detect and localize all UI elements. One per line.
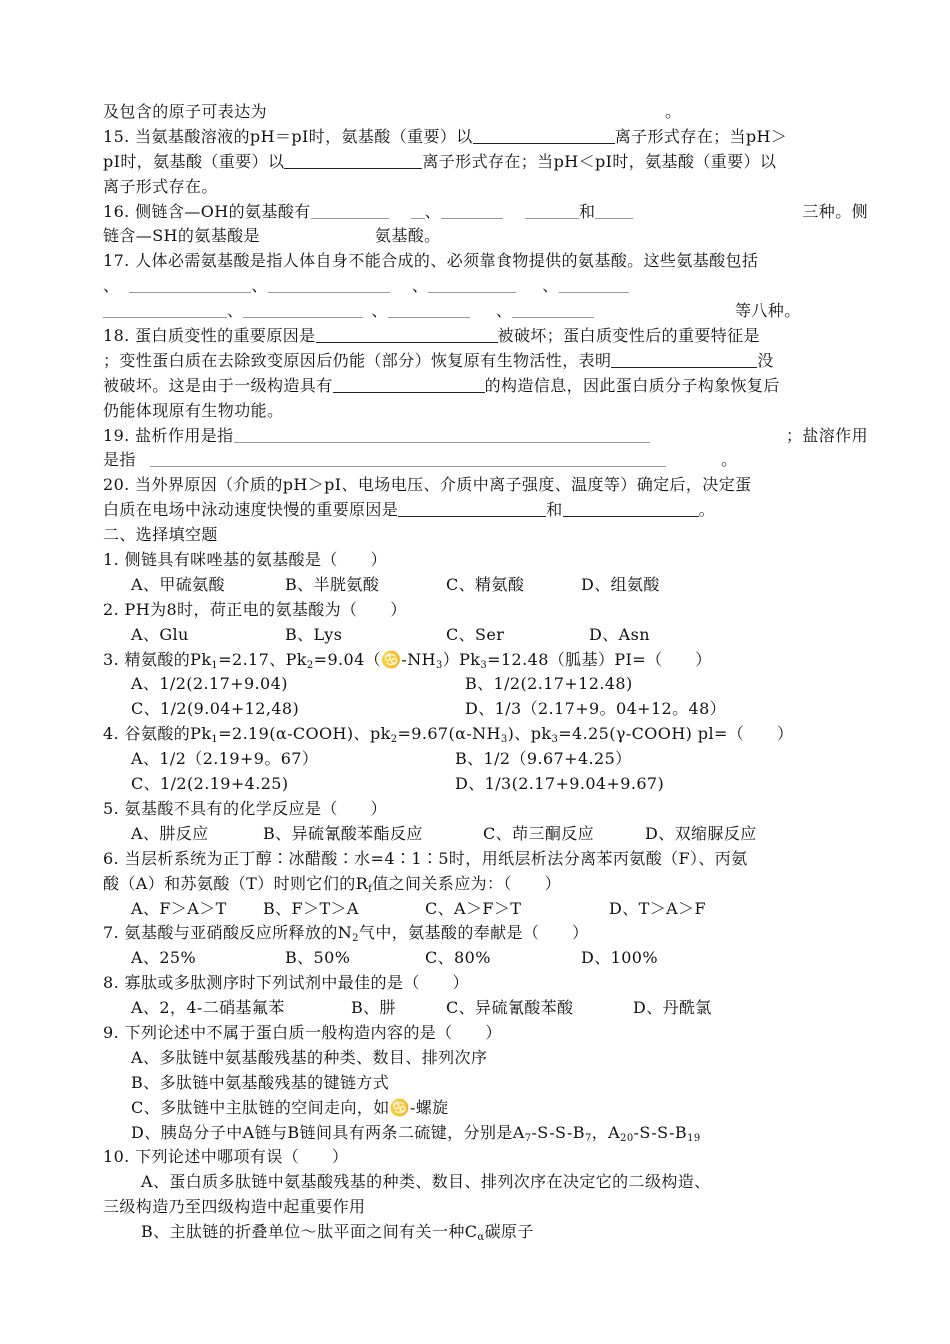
question-text: 离子形式存在；当pH＞ bbox=[614, 126, 788, 146]
option-c[interactable] bbox=[103, 1096, 868, 1121]
answer-blank[interactable] bbox=[563, 499, 699, 517]
separator: 和 bbox=[579, 201, 596, 221]
option-d[interactable]: D、1/3(2.17+9.04+9.67) bbox=[455, 774, 665, 794]
question-text: 20. 当外界原因（介质的pH＞pI、电场电压、介质中离子强度、温度等）确定后，决定蛋 bbox=[103, 475, 752, 495]
question-text: =2.17、Pk bbox=[218, 649, 307, 669]
option-d[interactable]: D、双缩脲反应 bbox=[645, 823, 757, 843]
question-17-cont bbox=[103, 274, 868, 299]
option-a[interactable] bbox=[103, 1046, 868, 1071]
options-row bbox=[103, 573, 868, 598]
question-text: 19. 盐析作用是指 bbox=[103, 425, 234, 445]
question-text: =9.67(α-NH bbox=[397, 724, 501, 744]
option-b[interactable]: B、50% bbox=[285, 948, 351, 968]
question-text: 氨基酸。 bbox=[374, 226, 441, 246]
option-c[interactable]: C、80% bbox=[425, 948, 491, 968]
option-a[interactable]: A、25% bbox=[131, 948, 197, 968]
question-text: 18. 蛋白质变性的重要原因是 bbox=[103, 326, 316, 346]
answer-blank[interactable] bbox=[595, 201, 633, 219]
separator: 、 bbox=[495, 301, 513, 321]
question-text: 6. 当层析系统为正丁醇∶冰醋酸∶水=4∶1∶5时，用纸层析法分离苯丙氨酸（F）、丙氨 bbox=[103, 848, 748, 868]
option-text: ，A bbox=[591, 1122, 621, 1142]
period: 。 bbox=[698, 500, 716, 520]
answer-blank[interactable] bbox=[611, 350, 757, 368]
question-text: 三种。侧 bbox=[802, 201, 868, 221]
section-heading: 二、选择填空题 bbox=[103, 525, 218, 545]
question-4 bbox=[103, 722, 868, 747]
option-b[interactable]: B、F＞T＞A bbox=[263, 898, 359, 918]
question-20 bbox=[103, 473, 868, 498]
question-text: 离子形式存在。 bbox=[103, 176, 218, 196]
period: 。 bbox=[665, 102, 682, 121]
option-a[interactable]: A、1/2(2.17+9.04) bbox=[131, 674, 288, 694]
question-text: 没 bbox=[757, 350, 774, 370]
subscript: α bbox=[477, 1232, 485, 1244]
answer-blank[interactable] bbox=[243, 300, 363, 318]
options-row bbox=[103, 697, 868, 722]
option-b[interactable]: B、异硫氰酸苯酯反应 bbox=[263, 823, 423, 843]
option-b[interactable]: B、1/2(2.17+12.48) bbox=[465, 674, 633, 694]
option-text: 碳原子 bbox=[484, 1222, 534, 1242]
option-c[interactable]: C、异硫氰酸苯酸 bbox=[446, 998, 574, 1018]
question-text: 离子形式存在；当pH＜pI时，氨基酸（重要）以 bbox=[422, 151, 777, 171]
question-text: 1. 侧链具有咪唑基的氨基酸是（ ） bbox=[103, 550, 387, 570]
option-a[interactable] bbox=[103, 1170, 868, 1195]
option-b[interactable] bbox=[103, 1220, 868, 1245]
question-text: 和 bbox=[546, 500, 563, 520]
option-text: -S-S-B bbox=[633, 1122, 688, 1142]
question-text: 16. 侧链含—OH的氨基酸有 bbox=[103, 201, 311, 221]
question-text: 5. 氨基酸不具有的化学反应是（ ） bbox=[103, 798, 387, 818]
option-text: C、多肽链中主肽链的空间走向，如♋-螺旋 bbox=[131, 1097, 449, 1117]
options-row bbox=[103, 946, 868, 971]
question-10 bbox=[103, 1145, 868, 1170]
options-row bbox=[103, 772, 868, 797]
question-15 bbox=[103, 125, 868, 150]
subscript: 2 bbox=[390, 734, 398, 746]
question-text: =2.19(α-COOH)、pk bbox=[218, 724, 391, 744]
options-row bbox=[103, 897, 868, 922]
question-17 bbox=[103, 249, 868, 274]
question-15-cont bbox=[103, 175, 868, 200]
option-text: D、胰岛分子中A链与B链间具有两条二硫键，分别是A bbox=[131, 1122, 525, 1142]
option-d[interactable]: D、1/3（2.17+9。04+12。48） bbox=[465, 699, 727, 719]
document-page bbox=[103, 100, 868, 1245]
option-text: B、多肽链中氨基酸残基的键链方式 bbox=[131, 1072, 390, 1092]
option-a[interactable]: A、F＞A＞T bbox=[131, 898, 227, 918]
question-text: 链含—SH的氨基酸是 bbox=[103, 226, 260, 246]
option-b[interactable]: B、1/2（9.67+4.25） bbox=[455, 749, 632, 769]
question-16 bbox=[103, 200, 868, 225]
question-20-cont bbox=[103, 498, 868, 523]
subscript: 1 bbox=[211, 734, 219, 746]
option-a-cont bbox=[103, 1195, 868, 1220]
option-b[interactable]: B、Lys bbox=[285, 624, 343, 644]
question-5 bbox=[103, 797, 868, 822]
question-text: 被破坏。这是由于一级构造具有 bbox=[103, 375, 333, 395]
line-text: 及包含的原子可表达为 bbox=[103, 102, 268, 121]
question-17-cont bbox=[103, 299, 868, 324]
answer-blank[interactable] bbox=[129, 275, 251, 293]
question-1 bbox=[103, 548, 868, 573]
period: 。 bbox=[721, 450, 738, 470]
question-text: 等八种。 bbox=[735, 301, 801, 321]
question-text: 仍能体现原有生物功能。 bbox=[103, 400, 284, 420]
option-c[interactable]: C、A＞F＞T bbox=[425, 898, 522, 918]
question-7 bbox=[103, 921, 868, 946]
question-15-cont bbox=[103, 150, 868, 175]
option-c[interactable]: C、1/2(2.19+4.25) bbox=[131, 774, 289, 794]
separator: 、 bbox=[371, 301, 388, 321]
question-text: 4. 谷氨酸的Pk bbox=[103, 724, 212, 744]
option-d[interactable]: D、Asn bbox=[589, 624, 650, 644]
option-d[interactable]: D、T＞A＞F bbox=[609, 898, 706, 918]
question-9 bbox=[103, 1021, 868, 1046]
option-a[interactable]: A、肼反应 bbox=[131, 823, 209, 843]
subscript: 3 bbox=[435, 659, 443, 671]
answer-blank[interactable] bbox=[411, 201, 425, 219]
separator: 、 bbox=[424, 201, 442, 221]
answer-blank[interactable] bbox=[441, 201, 503, 219]
option-d[interactable]: D、100% bbox=[581, 948, 658, 968]
option-c[interactable]: C、精氨酸 bbox=[446, 574, 525, 594]
question-text: 被破坏；蛋白质变性后的重要特征是 bbox=[497, 326, 760, 346]
question-text: 是指 bbox=[103, 450, 136, 470]
answer-blank[interactable] bbox=[103, 300, 227, 318]
separator: 、 bbox=[411, 276, 429, 296]
question-8 bbox=[103, 971, 868, 996]
subscript: f bbox=[368, 883, 373, 895]
subscript: 2 bbox=[306, 659, 314, 671]
options-row bbox=[103, 672, 868, 697]
question-19-cont bbox=[103, 448, 868, 473]
question-18-cont bbox=[103, 374, 868, 399]
question-text: pI时，氨基酸（重要）以 bbox=[103, 151, 285, 171]
option-a[interactable]: A、2，4-二硝基氟苯 bbox=[131, 998, 285, 1018]
answer-blank[interactable] bbox=[525, 201, 579, 219]
option-text: B、主肽链的折叠单位～肽平面之间有关一种C bbox=[141, 1222, 478, 1242]
separator: 、 bbox=[542, 276, 559, 296]
question-text: 17. 人体必需氨基酸是指人体自身不能合成的、必须靠食物提供的氨基酸。这些氨基酸包括 bbox=[103, 251, 759, 271]
option-a[interactable]: A、Glu bbox=[131, 624, 189, 644]
option-b[interactable] bbox=[103, 1071, 868, 1096]
question-18-cont bbox=[103, 399, 868, 424]
question-text: 15. 当氨基酸溶液的pH＝pI时，氨基酸（重要）以 bbox=[103, 126, 473, 146]
option-b[interactable]: B、肼 bbox=[351, 998, 396, 1018]
subscript: 2 bbox=[352, 933, 359, 945]
option-c[interactable]: C、茚三酮反应 bbox=[483, 823, 595, 843]
subscript: 7 bbox=[524, 1132, 532, 1144]
question-text: 气中，氨基酸的奉献是（ ） bbox=[358, 923, 589, 943]
text-line bbox=[103, 100, 868, 125]
answer-blank[interactable] bbox=[559, 275, 629, 293]
answer-blank[interactable] bbox=[333, 375, 485, 393]
question-text: )、pk bbox=[507, 724, 552, 744]
answer-blank[interactable] bbox=[268, 275, 390, 293]
question-text: 的构造信息，因此蛋白质分子构象恢复后 bbox=[484, 375, 780, 395]
question-6-cont bbox=[103, 872, 868, 897]
question-text: 8. 寡肽或多肽测序时下列试剂中最佳的是（ ） bbox=[103, 973, 469, 993]
question-text: 2. PH为8时，荷正电的氨基酸为（ ） bbox=[103, 599, 407, 619]
separator: 、 bbox=[227, 301, 244, 321]
answer-blank[interactable] bbox=[388, 300, 470, 318]
option-d[interactable]: D、组氨酸 bbox=[581, 574, 660, 594]
question-text: ）Pk bbox=[442, 649, 481, 669]
option-text: A、蛋白质多肽链中氨基酸残基的种类、数目、排列次序在决定它的二级构造、 bbox=[141, 1172, 711, 1192]
question-text: =12.48（胍基）PI=（ ） bbox=[487, 649, 712, 669]
subscript: 3 bbox=[551, 734, 559, 746]
question-16-cont bbox=[103, 224, 868, 249]
question-text: 9. 下列论述中不属于蛋白质一般构造内容的是（ ） bbox=[103, 1022, 502, 1042]
subscript: 3 bbox=[500, 734, 508, 746]
question-text: =9.04（♋-NH bbox=[313, 649, 436, 669]
answer-blank[interactable] bbox=[234, 425, 650, 443]
question-2 bbox=[103, 598, 868, 623]
question-text: 3. 精氨酸的Pk bbox=[103, 649, 212, 669]
question-text: 值之间关系应为：（ ） bbox=[372, 873, 561, 893]
option-text: -S-S-B bbox=[531, 1122, 585, 1142]
question-18-cont bbox=[103, 349, 868, 374]
option-a[interactable]: A、甲硫氨酸 bbox=[131, 574, 225, 594]
options-row bbox=[103, 623, 868, 648]
question-3 bbox=[103, 648, 868, 673]
option-text: 三级构造乃至四级构造中起重要作用 bbox=[103, 1197, 366, 1217]
separator: 、 bbox=[251, 276, 268, 296]
question-text: 白质在电场中泳动速度快慢的重要原因是 bbox=[103, 500, 399, 520]
section-title bbox=[103, 523, 868, 548]
subscript: 7 bbox=[584, 1132, 592, 1144]
answer-blank[interactable] bbox=[284, 151, 422, 169]
option-text: A、多肽链中氨基酸残基的种类、数目、排列次序 bbox=[131, 1047, 488, 1067]
option-c[interactable]: C、1/2(9.04+12,48) bbox=[131, 699, 300, 719]
answer-blank[interactable] bbox=[398, 499, 546, 517]
question-6 bbox=[103, 847, 868, 872]
subscript: 1 bbox=[211, 659, 219, 671]
option-d[interactable] bbox=[103, 1121, 868, 1146]
question-text: ；盐溶作用 bbox=[785, 425, 868, 445]
options-row bbox=[103, 996, 868, 1021]
option-c[interactable]: C、Ser bbox=[446, 624, 505, 644]
option-a[interactable]: A、1/2（2.19+9。67） bbox=[131, 749, 319, 769]
answer-blank[interactable] bbox=[150, 449, 666, 467]
question-text: 7. 氨基酸与亚硝酸反应所释放的N bbox=[103, 923, 353, 943]
question-text: 酸（A）和苏氨酸（T）时则它们的R bbox=[103, 873, 369, 893]
options-row bbox=[103, 822, 868, 847]
question-18 bbox=[103, 324, 868, 349]
subscript: 20 bbox=[620, 1132, 634, 1144]
question-text: =4.25(γ-COOH) pl=（ ） bbox=[558, 724, 794, 744]
answer-blank[interactable] bbox=[316, 325, 498, 343]
subscript: 3 bbox=[480, 659, 488, 671]
subscript: 19 bbox=[687, 1132, 701, 1144]
answer-blank[interactable] bbox=[473, 126, 615, 144]
question-text: 10. 下列论述中哪项有误（ ） bbox=[103, 1147, 349, 1167]
option-d[interactable]: D、丹酰氯 bbox=[633, 998, 712, 1018]
options-row bbox=[103, 747, 868, 772]
option-b[interactable]: B、半胱氨酸 bbox=[285, 574, 380, 594]
question-19 bbox=[103, 424, 868, 449]
question-text: ；变性蛋白质在去除致变原因后仍能（部分）恢复原有生物活性，表明 bbox=[103, 350, 612, 370]
separator: 、 bbox=[103, 276, 120, 296]
answer-blank[interactable] bbox=[428, 275, 516, 293]
answer-blank[interactable] bbox=[512, 300, 594, 318]
answer-blank[interactable] bbox=[311, 201, 389, 219]
